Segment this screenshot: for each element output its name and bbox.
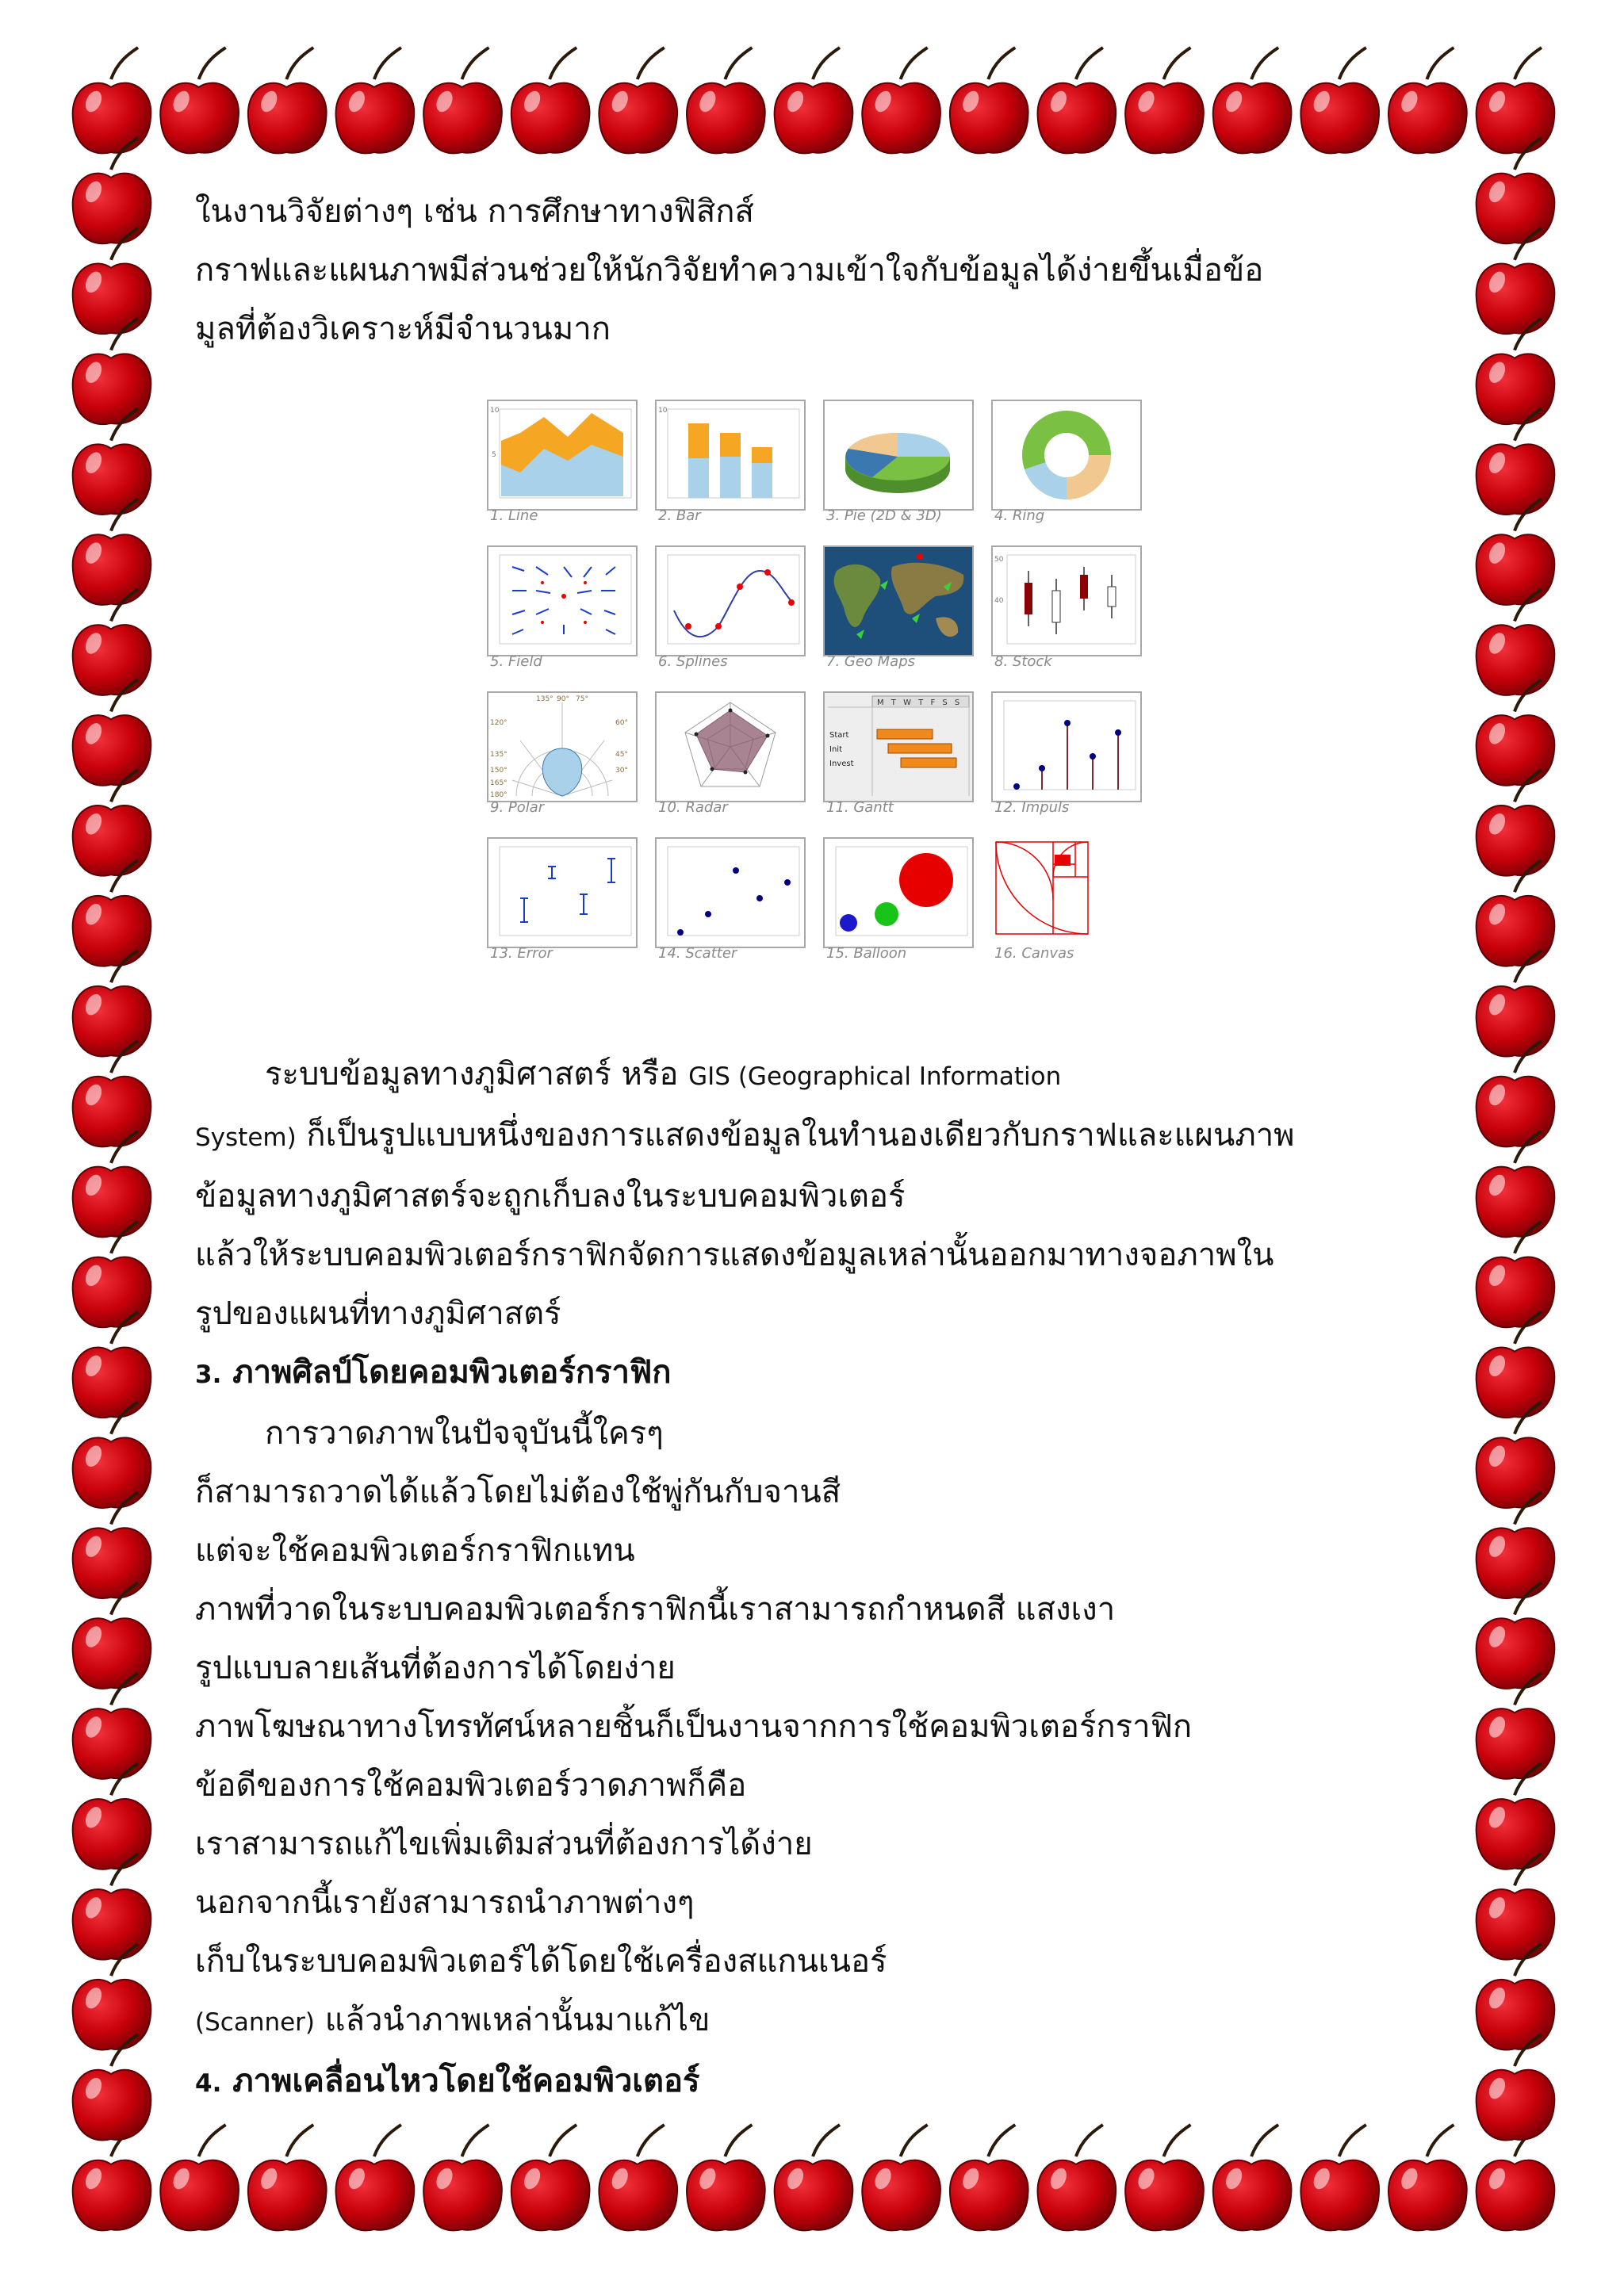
gantt-header: M T W T F S S [877,698,963,707]
thumb-gantt [823,683,975,818]
cherry-icon [73,1583,151,1689]
thumb-ring [991,392,1143,526]
caption-impuls: 12. Impuls [994,799,1070,816]
cherry-icon [775,2125,853,2230]
caption-splines: 6. Splines [658,653,728,670]
cherry-icon [1300,2125,1379,2230]
gantt-task-start: Start [829,731,849,740]
section-3-line-10: เก็บในระบบคอมพิวเตอร์ได้โดยใช้เครื่องสแกนเนอร์ [195,1943,887,1980]
thumb-stock [991,538,1143,672]
polar-label-top-2: 90° [557,695,569,703]
section-3-line-1: การวาดภาพในปัจจุบันนี้ใครๆ [265,1415,664,1452]
polar-label-l2: 135° [490,751,508,759]
section-4-title: ภาพเคลื่อนไหวโดยใช้คอมพิวเตอร์ [232,2063,700,2099]
cherry-icon [1125,48,1204,153]
caption-gantt: 11. Gantt [826,799,894,816]
cherry-icon [336,2125,415,2230]
cherry-icon [1477,1673,1555,1778]
cherry-icon [73,1041,151,1146]
cherry-icon [1213,48,1292,153]
cherry-icon [248,48,327,153]
thumb-scatter [655,829,807,964]
cherry-icon [775,48,853,153]
cherry-icon [1477,951,1555,1056]
section-4-number: 4. [195,2069,222,2098]
cherry-icon [1477,228,1555,334]
cherry-icon [1477,589,1555,695]
caption-ring: 4. Ring [994,507,1045,524]
cherry-icon [73,1493,151,1598]
cherry-icon [1477,138,1555,243]
svg-text:10: 10 [490,407,500,415]
cherry-icon [73,2034,151,2140]
caption-balloon: 15. Balloon [826,945,907,962]
caption-radar: 10. Radar [658,799,728,816]
caption-geo-maps: 7. Geo Maps [826,653,916,670]
section-3-line-2: ก็สามารถวาดได้แล้วโดยไม่ต้องใช้พู่กันกับจานสี [195,1474,841,1510]
cherry-icon [950,48,1028,153]
caption-field: 5. Field [490,653,542,670]
section-4-heading [195,2052,1432,2113]
cherry-icon [687,2125,765,2230]
cherry-icon [1125,2125,1204,2230]
cherry-icon [862,2125,940,2230]
cherry-icon [1477,1041,1555,1146]
caption-stock: 8. Stock [994,653,1052,670]
section-3-number: 3. [195,1360,222,1389]
caption-scatter: 14. Scatter [658,945,737,962]
scanner-line-text: แล้วนำภาพเหล่านั้นมาแก้ไข [324,2002,710,2038]
section-3-line-9: นอกจากนี้เรายังสามารถนำภาพต่างๆ [195,1885,695,1921]
cherry-icon [511,48,590,153]
cherry-icon [1477,2034,1555,2140]
cherry-icon [73,1763,151,1869]
cherry-icon [423,2125,502,2230]
cherry-icon [73,679,151,785]
polar-label-l3: 150° [490,767,508,775]
cherry-icon [1477,679,1555,785]
cherry-icon [950,2125,1028,2230]
caption-bar: 2. Bar [658,507,701,524]
gis-line-4: แล้วให้ระบบคอมพิวเตอร์กราฟิกจัดการแสดงข้อมูลเหล่านั้นออกมาทางจอภาพใน [195,1237,1274,1273]
cherry-icon [687,48,765,153]
cherry-icon [1477,770,1555,875]
cherry-icon [336,48,415,153]
polar-label-r2: 45° [615,751,628,759]
caption-polar: 9. Polar [490,799,545,816]
polar-label-top-3: 75° [576,695,588,703]
main-content [195,182,1432,358]
cherry-icon [1477,499,1555,605]
cherry-icon [73,770,151,875]
section-3-line-5: รูปแบบลายเส้นที่ต้องการได้โดยง่าย [195,1650,676,1686]
cherry-icon [1477,2125,1555,2230]
svg-text:5: 5 [492,451,496,459]
cherry-icon [1477,1222,1555,1327]
cherry-icon [73,1222,151,1327]
gis-line-5: รูปของแผนที่ทางภูมิศาสตร์ [195,1295,561,1332]
gis-term-latin-end: System) [195,1123,297,1152]
thumb-radar [655,683,807,818]
cherry-icon [160,2125,239,2230]
cherry-icon [73,860,151,966]
caption-error: 13. Error [490,945,553,962]
cherry-icon [423,48,502,153]
section-3-line-6: ภาพโฆษณาทางโทรทัศน์หลายชิ้นก็เป็นงานจากการใช้คอมพิวเตอร์กราฟิก [195,1709,1193,1745]
cherry-icon [1213,2125,1292,2230]
cherry-icon [73,2125,151,2230]
cherry-icon [248,2125,327,2230]
cherry-icon [73,589,151,695]
cherry-icon [73,319,151,424]
cherry-icon [1477,1493,1555,1598]
thumb-error [487,829,639,964]
section-3-line-11 [195,1991,1432,2052]
cherry-icon [73,48,151,153]
cherry-icon [1038,48,1116,153]
gantt-task-init: Init [829,745,842,754]
polar-label-top: 135° [536,695,553,703]
cherry-icon [73,1854,151,1959]
cherry-icon [1477,319,1555,424]
section-3-title: ภาพศิลป์โดยคอมพิวเตอร์กราฟิก [232,1354,672,1391]
cherry-icon [511,2125,590,2230]
cherry-icon [1477,1944,1555,2049]
gantt-task-invest: Invest [829,760,854,768]
cherry-icon [73,138,151,243]
gis-term-latin: GIS (Geographical Information [688,1062,1062,1091]
cherry-icon [1477,1131,1555,1237]
cherry-icon [73,409,151,515]
thumb-polar [487,683,639,818]
caption-pie: 3. Pie (2D & 3D) [826,507,942,524]
cherry-icon [1477,860,1555,966]
cherry-icon [73,1312,151,1418]
thumb-field [487,538,639,672]
cherry-icon [1388,48,1467,153]
svg-text:50: 50 [994,556,1004,564]
thumb-pie [823,392,975,526]
cherry-icon [73,228,151,334]
section-3-line-8: เราสามารถแก้ไขเพิ่มเติมส่วนที่ต้องการได้ง่าย [195,1826,813,1862]
cherry-icon [1300,48,1379,153]
thumb-bar [655,392,807,526]
cherry-icon [73,1673,151,1778]
polar-label-l5: 180° [490,791,508,799]
gis-term-thai: ระบบข้อมูลทางภูมิศาสตร์ หรือ [265,1056,679,1093]
cherry-icon [1388,2125,1467,2230]
polar-label-r3: 30° [615,767,628,775]
intro-line-2: กราฟและแผนภาพมีส่วนช่วยให้นักวิจัยทำความเข้าใจกับข้อมูลได้ง่ายขึ้นเมื่อข้อ [195,252,1264,289]
cherry-icon [73,951,151,1056]
thumb-canvas [991,829,1143,964]
section-3-line-4: ภาพที่วาดในระบบคอมพิวเตอร์กราฟิกนี้เราสามารถกำหนดสี แสงเงา [195,1591,1116,1628]
thumb-splines [655,538,807,672]
cherry-icon [1477,409,1555,515]
thumb-balloon [823,829,975,964]
gis-section [195,1045,1432,2113]
cherry-icon [73,1944,151,2049]
thumb-geo-maps [823,538,975,672]
thumb-impuls [991,683,1143,818]
cherry-icon [599,2125,677,2230]
svg-text:40: 40 [994,597,1004,605]
cherry-icon [599,48,677,153]
gis-line-2-text: ก็เป็นรูปแบบหนึ่งของการแสดงข้อมูลในทำนองเดียวกับกราฟและแผนภาพ [306,1117,1295,1154]
section-3-line-7: ข้อดีของการใช้คอมพิวเตอร์วาดภาพก็คือ [195,1767,747,1804]
gis-line-2 [195,1106,1432,1167]
gis-line-3: ข้อมูลทางภูมิศาสตร์จะถูกเก็บลงในระบบคอมพิวเตอร์ [195,1178,906,1215]
cherry-icon [73,499,151,605]
caption-canvas: 16. Canvas [994,945,1074,962]
cherry-icon [1477,1763,1555,1869]
cherry-icon [1477,1312,1555,1418]
cherry-icon [1477,48,1555,153]
cherry-icon [73,1131,151,1237]
caption-line: 1. Line [490,507,538,524]
gis-line-1 [195,1045,1432,1106]
section-3-heading [195,1343,1432,1404]
thumb-line [487,392,639,526]
polar-label-l1: 120° [490,719,508,727]
cherry-icon [1477,1402,1555,1508]
intro-line-1: ในงานวิจัยต่างๆ เช่น การศึกษาทางฟิสิกส์ [195,193,754,230]
cherry-icon [1038,2125,1116,2230]
cherry-icon [1477,1854,1555,1959]
scanner-term: (Scanner) [195,2008,316,2037]
section-3-line-3: แต่จะใช้คอมพิวเตอร์กราฟิกแทน [195,1533,635,1569]
cherry-icon [862,48,940,153]
cherry-icon [1477,1583,1555,1689]
svg-text:10: 10 [658,407,668,415]
polar-label-l4: 165° [490,779,508,787]
cherry-icon [160,48,239,153]
cherry-icon [73,1402,151,1508]
chart-types-figure [487,392,1137,977]
intro-line-3: มูลที่ต้องวิเคราะห์มีจำนวนมาก [195,311,611,347]
polar-label-r1: 60° [615,719,628,727]
